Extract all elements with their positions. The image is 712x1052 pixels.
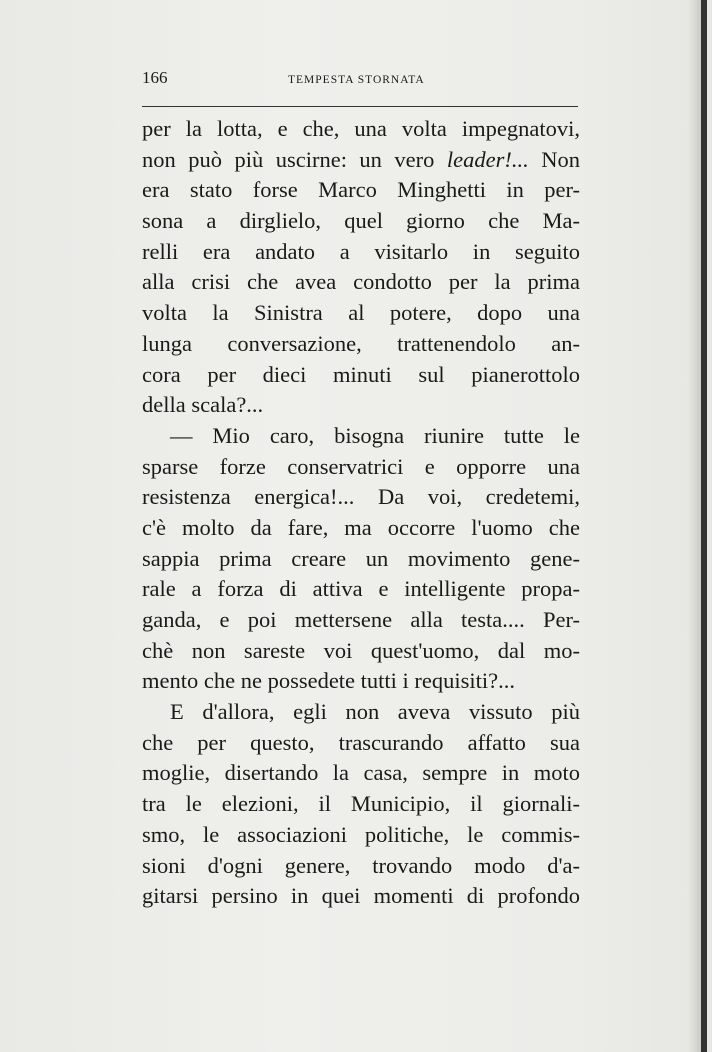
text-line: mento che ne possedete tutti i requisiti?...	[142, 668, 516, 694]
text-line: ganda, e poi mettersene alla testa.... Per-	[142, 607, 580, 632]
text-line: sparse forze conservatrici e opporre una	[142, 453, 580, 479]
text-line: alla crisi che avea condotto per la prima	[142, 269, 580, 295]
text-line-part: non può più uscirne: un vero	[142, 146, 435, 172]
text-line: sappia prima creare un movimento gene-	[142, 545, 580, 571]
text-line: era stato forse Marco Minghetti in per-	[142, 177, 580, 203]
header-rule	[142, 106, 578, 107]
text-line: relli era andato a visitarlo in seguito	[142, 238, 580, 264]
text-line: moglie, disertando la casa, sempre in moto	[142, 760, 580, 786]
text-line: sioni d'ogni genere, trovando modo d'a-	[142, 852, 580, 878]
text-line: rale a forza di attiva e intelligente propa-	[142, 576, 580, 602]
text-line: gitarsi persino in quei momenti di profondo	[142, 883, 580, 909]
text-line: c'è molto da fare, ma occorre l'uomo che	[142, 514, 580, 540]
text-line: sona a dirglielo, quel giorno che Ma-	[142, 208, 580, 234]
text-line: E d'allora, egli non aveva vissuto più	[170, 699, 580, 725]
text-line: lunga conversazione, trattenendolo an-	[142, 330, 580, 356]
text-line: per la lotta, e che, una volta impegnatovi,	[142, 116, 580, 141]
text-line: chè non sareste voi quest'uomo, dal mo-	[142, 637, 580, 663]
body-text	[142, 114, 580, 912]
page-number: 166	[142, 68, 168, 87]
italic-word: leader!...	[446, 146, 529, 172]
gutter-shadow	[688, 0, 701, 1052]
text-line: resistenza energica!... Da voi, credetemi,	[142, 484, 580, 510]
text-line-part: Non	[541, 146, 581, 172]
running-title: TEMPESTA STORNATA	[288, 74, 425, 86]
text-line: che per questo, trascurando affatto sua	[142, 729, 580, 755]
text-line: — Mio caro, bisogna riunire tutte le	[170, 422, 580, 448]
text-line: volta la Sinistra al potere, dopo una	[142, 300, 580, 326]
text-line	[142, 145, 580, 176]
text-line: smo, le associazioni politiche, le commis-	[142, 821, 580, 847]
book-spine-edge	[701, 0, 707, 1052]
text-line: della scala?...	[142, 392, 264, 418]
text-line: tra le elezioni, il Municipio, il giornali-	[142, 791, 580, 817]
text-line: cora per dieci minuti sul pianerottolo	[142, 361, 580, 387]
